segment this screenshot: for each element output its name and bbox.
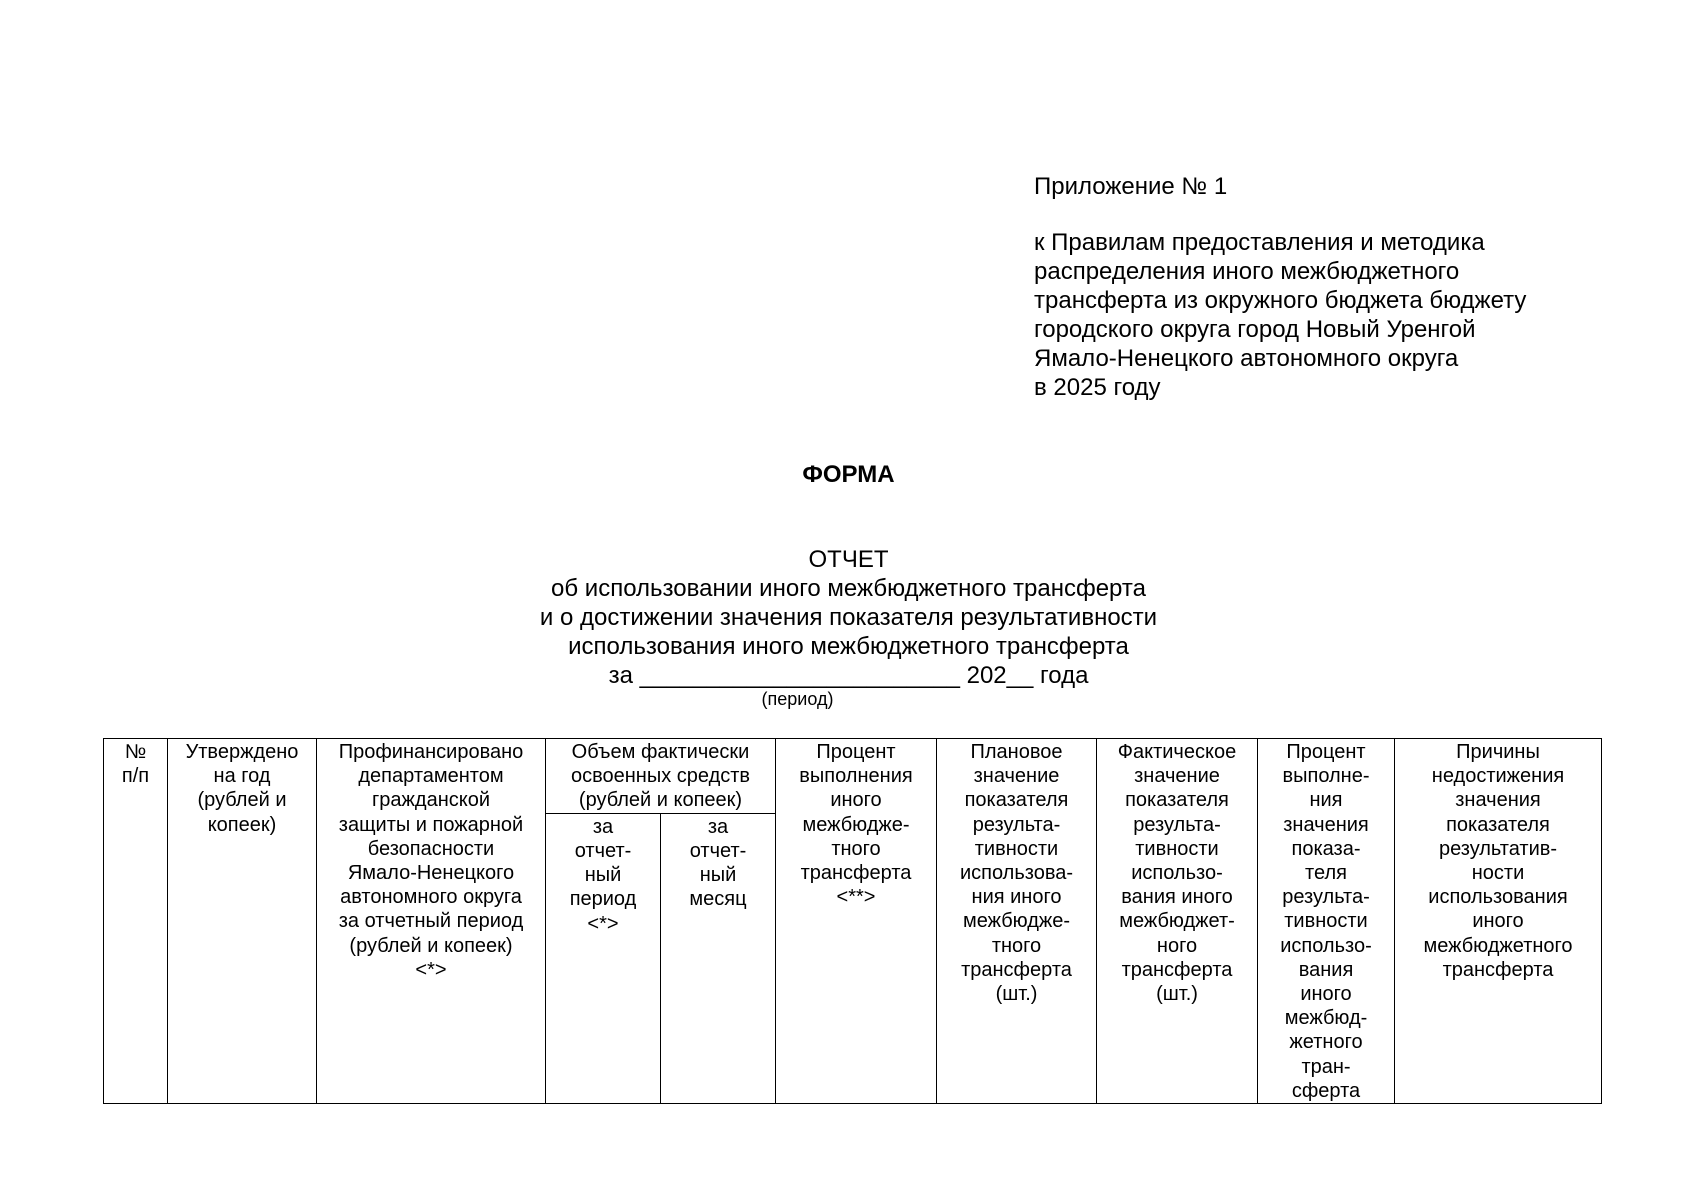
period-caption: (период) — [761, 689, 834, 709]
report-period-line: за ________________________ 202__ года — [608, 662, 1089, 689]
report-title-line: использования иного межбюджетного трансферта — [568, 633, 1129, 660]
header-num: № п/п — [104, 739, 168, 1104]
appendix-text — [1034, 228, 1634, 402]
appendix-line: городского округа город Новый Уренгой — [1034, 316, 1476, 343]
table-header-row — [104, 739, 1602, 814]
appendix-line: распределения иного межбюджетного — [1034, 258, 1460, 285]
appendix-number: Приложение № 1 — [1034, 173, 1228, 200]
appendix-line: трансферта из окружного бюджета бюджету — [1034, 287, 1527, 314]
header-actual-value: Фактическое значение показателя результа- тивности использо- вания иного межбюджет- ного трансферта (шт.) — [1097, 739, 1258, 1104]
header-planned-value: Плановое значение показателя результа- тивности использова- ния иного межбюдже- тного трансферта (шт.) — [937, 739, 1097, 1104]
appendix-line: в 2025 году — [1034, 374, 1161, 401]
header-percent-transfer: Процент выполнения иного межбюдже- тного трансферта <**> — [776, 739, 937, 1104]
appendix-block — [1034, 172, 1634, 402]
report-title-line: об использовании иного межбюджетного трансферта — [551, 575, 1146, 602]
report-title-line: ОТЧЕТ — [808, 546, 889, 573]
report-title — [0, 545, 1697, 690]
appendix-line: Ямало-Ненецкого автономного округа — [1034, 345, 1459, 372]
header-approved: Утверждено на год (рублей и копеек) — [168, 739, 317, 1104]
header-actual-volume: Объем фактически освоенных средств (рублей и копеек) — [546, 739, 776, 814]
header-actual-month: за отчет- ный месяц — [661, 813, 776, 1103]
report-table — [103, 738, 1602, 1104]
header-financed: Профинансировано департаментом гражданской защиты и пожарной безопасности Ямало-Ненецкого автономного округа за отчетный период (рублей и копеек) <*> — [317, 739, 546, 1104]
header-reasons: Причины недостижения значения показателя результатив- ности использования иного межбюджетного трансферта — [1395, 739, 1602, 1104]
report-title-line: и о достижении значения показателя результативности — [539, 604, 1158, 631]
header-actual-period: за отчет- ный период <*> — [546, 813, 661, 1103]
appendix-line: к Правилам предоставления и методика — [1034, 229, 1485, 256]
form-label: ФОРМА — [802, 461, 895, 488]
header-percent-value: Процент выполне- ния значения показа- теля результа- тивности использо- вания иного межбюд- жетного тран- сферта — [1258, 739, 1395, 1104]
